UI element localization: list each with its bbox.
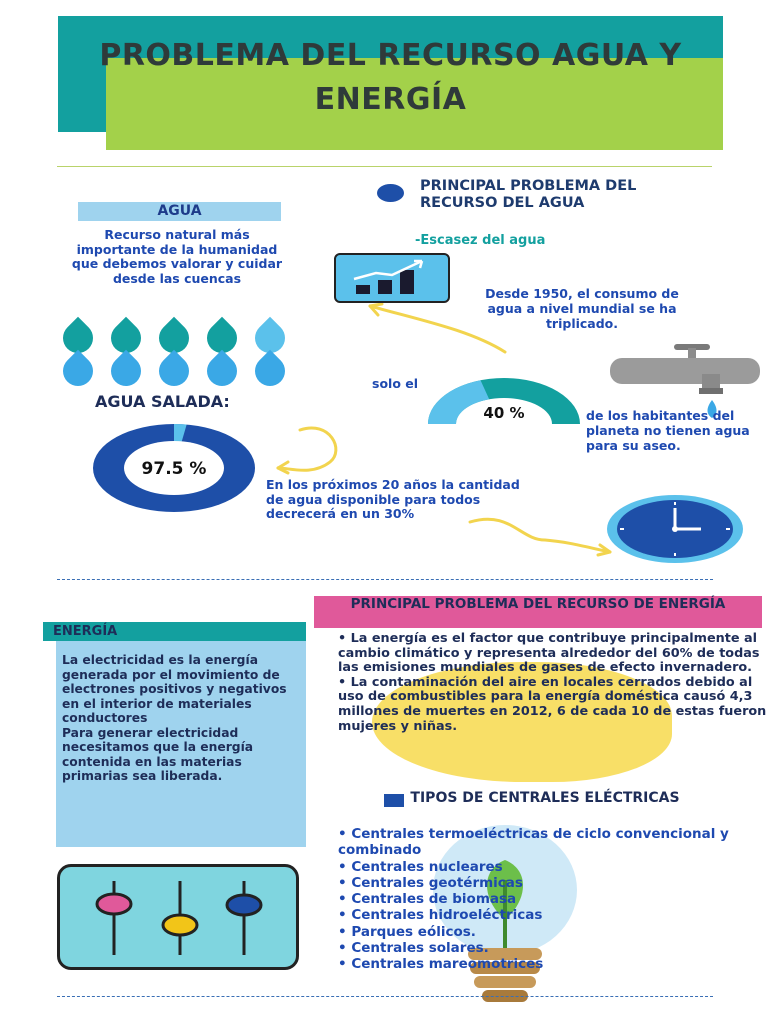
water-drop-icon <box>201 350 243 392</box>
clock-icon <box>606 494 744 564</box>
energia-description <box>62 653 302 784</box>
energia-bullet-2: • La contaminación del aire en locales cerrados debido al uso de combustibles para la energía doméstica causó 4,3 millones de muertes en 2012, 6 de cada 10 de estas fueron mujeres y niñas. <box>338 674 767 734</box>
agua-salada-value: 97.5 % <box>141 459 207 479</box>
arrow-icon <box>470 519 610 552</box>
problema-agua-title: PRINCIPAL PROBLEMA DEL RECURSO DEL AGUA <box>420 178 637 211</box>
agua-salada-donut <box>93 424 255 512</box>
water-drop-icon <box>249 350 291 392</box>
slider-controls-icon <box>57 864 299 970</box>
energia-desc-1: La electricidad es la energía generada por el movimiento de electrones positivos y negativos en el interior de materiales conductores <box>62 653 287 725</box>
agua-salada-label: AGUA SALADA: <box>95 392 230 411</box>
page-title <box>58 34 723 122</box>
bar-chart-graphic <box>336 255 448 301</box>
bottom-divider <box>57 996 713 997</box>
list-item: • Centrales geotérmicas <box>338 874 523 891</box>
consumo-text: Desde 1950, el consumo de agua a nivel mundial se ha triplicado. <box>485 286 679 331</box>
agua-description: Recurso natural más importante de la humanidad que debemos valorar y cuidar desde las cuencas <box>71 227 283 286</box>
habitantes-text: de los habitantes del planeta no tienen agua para su aseo. <box>586 408 750 453</box>
habitantes-percent: 40 % <box>483 404 525 422</box>
tipos-centrales-title: TIPOS DE CENTRALES ELÉCTRICAS <box>410 790 680 806</box>
energia-bullet-1: • La energía es el factor que contribuye principalmente al cambio climático y representa alrededor del 60% de todas las emisiones mundiales de gases de efecto invernadero. <box>338 631 760 676</box>
water-drop-icon <box>153 350 195 392</box>
water-drop-icon <box>57 350 99 392</box>
list-item: • Centrales mareomotrices <box>338 956 544 973</box>
solo-el-text: solo el <box>372 376 419 391</box>
problema-energia-title: PRINCIPAL PROBLEMA DEL RECURSO DE ENERGÍA <box>314 596 762 628</box>
proximos-text: En los próximos 20 años la cantidad de agua disponible para todos decrecerá en un 30% <box>266 477 520 521</box>
bar-chart-icon <box>334 253 450 303</box>
list-item: • Parques eólicos. <box>338 923 476 940</box>
page-title-line-2: ENERGÍA <box>314 82 467 117</box>
section-divider <box>57 579 713 580</box>
tipos-centrales-list <box>338 826 758 973</box>
arrow-icon <box>278 462 288 473</box>
problema-energia-list <box>338 632 768 734</box>
habitantes-gauge <box>428 378 580 424</box>
arrow-icon <box>278 428 336 470</box>
list-item: • Centrales nucleares <box>338 858 503 875</box>
energia-header: ENERGÍA <box>43 622 306 641</box>
list-item: • Centrales hidroeléctricas <box>338 907 543 924</box>
bullet-square <box>384 794 404 807</box>
agua-header: AGUA <box>78 202 281 221</box>
problema-agua-subtitle: -Escasez del agua <box>415 233 546 248</box>
list-item: • Centrales termoeléctricas de ciclo convencional y combinado <box>338 826 729 859</box>
slider-controls-graphic <box>60 867 296 967</box>
list-item: • Centrales de biomasa <box>338 891 517 908</box>
gauge-fill <box>428 380 489 424</box>
page-title-line-1: PROBLEMA DEL RECURSO AGUA Y <box>99 38 682 73</box>
energia-desc-2: Para generar electricidad necesitamos que la energía contenida en las materias primarias sea liberada. <box>62 725 254 783</box>
list-item: • Centrales solares. <box>338 940 489 957</box>
bullet-dot <box>377 184 404 202</box>
title-divider <box>57 166 712 167</box>
arrow-icon <box>370 304 382 315</box>
water-drop-icon <box>105 350 147 392</box>
